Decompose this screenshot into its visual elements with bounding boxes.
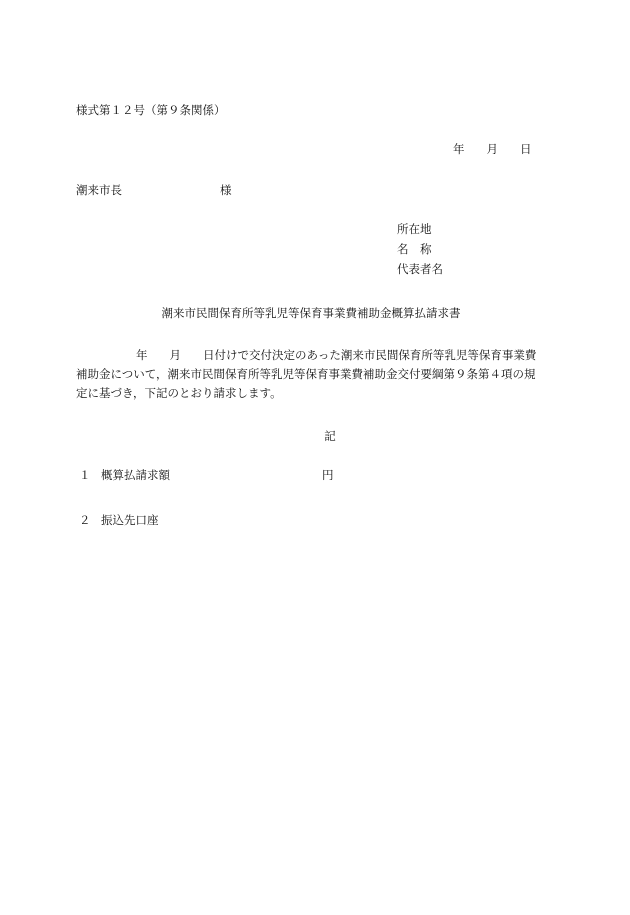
- request-body: [76, 346, 560, 403]
- date-line: [453, 142, 532, 156]
- date-day-label: 日: [520, 142, 532, 156]
- document-title-row: [0, 306, 630, 320]
- item-label: 概算払請求額: [101, 468, 170, 482]
- date-month-label: 月: [486, 142, 498, 156]
- document-title: 潮来市民間保育所等乳児等保育事業費補助金概算払請求書: [161, 306, 461, 320]
- body-line-2: 補助金について，潮来市民間保育所等乳児等保育事業費補助金交付要綱第９条第４項の規: [76, 367, 536, 381]
- form-number: 様式第１２号（第９条関係）: [76, 103, 226, 117]
- ki-heading-row: [0, 429, 630, 443]
- applicant-name-label: 名 称: [397, 242, 432, 256]
- body-year-label: 年: [136, 348, 148, 362]
- item-label: 振込先口座: [101, 513, 159, 527]
- date-year-label: 年: [453, 142, 465, 156]
- item-bank-account: [79, 513, 159, 527]
- applicant-block: [397, 222, 443, 282]
- body-line-1-text: 日付けで交付決定のあった潮来市民間保育所等乳児等保育事業費: [203, 348, 537, 362]
- item-number: ２: [79, 513, 91, 527]
- body-line-1: [76, 346, 560, 365]
- item-request-amount: [79, 468, 334, 482]
- applicant-representative-label: 代表者名: [397, 262, 443, 276]
- addressee-honorific: 様: [220, 183, 232, 197]
- body-line-3: 定に基づき，下記のとおり請求します。: [76, 386, 282, 400]
- item-unit: 円: [322, 468, 334, 482]
- item-number: １: [79, 468, 91, 482]
- addressee: [76, 183, 232, 197]
- addressee-name: 潮来市長: [76, 183, 122, 197]
- applicant-address-label: 所在地: [397, 222, 432, 236]
- ki-heading: 記: [324, 429, 336, 443]
- body-month-label: 月: [169, 348, 181, 362]
